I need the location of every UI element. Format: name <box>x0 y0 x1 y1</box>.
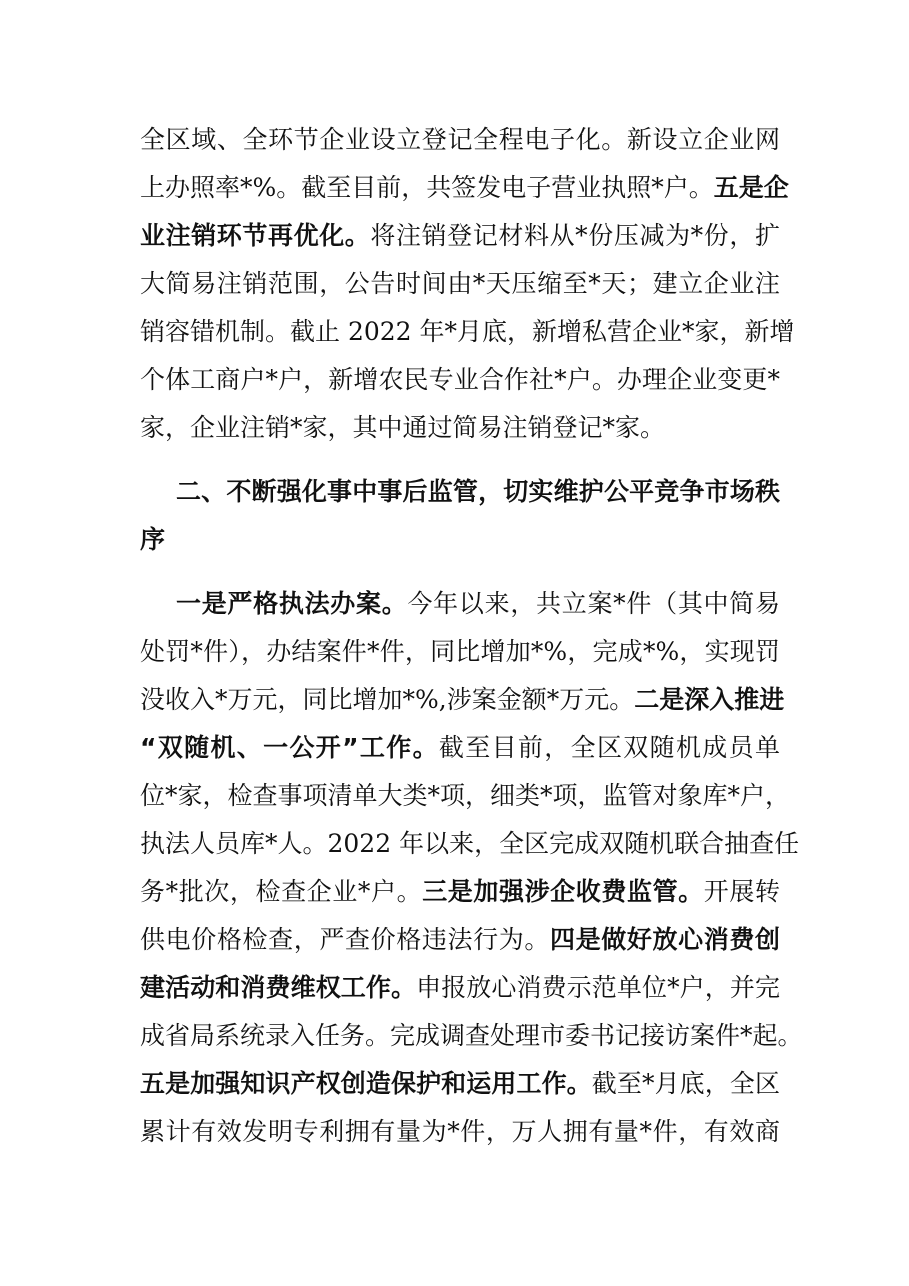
paragraph-2-line-4 <box>140 724 780 772</box>
text: 截至*月底，全区 <box>591 1069 780 1098</box>
paragraph-1-line-7 <box>140 404 780 452</box>
paragraph-1-line-3 <box>140 212 780 260</box>
bold-text: 五是加强知识产权创造保护和运用工作。 <box>140 1069 592 1098</box>
text: 位*家，检查事项清单大类*项，细类*项，监管对象库*户， <box>140 781 791 810</box>
paragraph-2-line-12 <box>140 1108 780 1156</box>
text: 执法人员库*人。2022 年以来，全区完成双随机联合抽查任 <box>140 829 800 858</box>
bold-text: 一是严格执法办案。 <box>176 589 408 618</box>
paragraph-2-line-11 <box>140 1060 780 1108</box>
heading-text: 二、不断强化事中事后监管，切实维护公平竞争市场秩 <box>176 477 780 506</box>
bold-text: 五是企 <box>713 173 789 202</box>
heading-text: 序 <box>140 525 166 554</box>
bold-text: 二是深入推进 <box>634 685 785 714</box>
text: 家，企业注销*家，其中通过简易注销登记*家。 <box>140 413 666 442</box>
bold-text: “双随机、一公开”工作。 <box>140 733 439 762</box>
text: 务*批次，检查企业*户。 <box>140 877 423 906</box>
text: 供电价格检查，严查价格违法行为。 <box>140 925 550 954</box>
paragraph-2-line-9 <box>140 964 780 1012</box>
text: 个体工商户*户，新增农民专业合作社*户。办理企业变更* <box>140 365 780 394</box>
text: 全区域、全环节企业设立登记全程电子化。新设立企业网 <box>140 125 780 154</box>
text: 今年以来，共立案*件（其中简易 <box>407 589 780 618</box>
paragraph-2-line-3 <box>140 676 785 724</box>
paragraph-1-line-2 <box>140 164 789 212</box>
paragraph-1-line-1 <box>140 116 780 164</box>
paragraph-2-line-2 <box>140 628 780 676</box>
bold-text: 建活动和消费维权工作。 <box>140 973 417 1002</box>
bold-text: 四是做好放心消费创 <box>549 925 780 954</box>
text: 成省局系统录入任务。完成调查处理市委书记接访案件*起。 <box>140 1021 803 1050</box>
section-heading-line-2 <box>140 516 780 564</box>
bold-text: 三是加强涉企收费监管。 <box>422 877 704 906</box>
paragraph-1-line-5 <box>140 308 795 356</box>
text: 将注销登记材料从*份压减为*份，扩 <box>370 221 780 250</box>
section-heading-line-1 <box>176 468 780 516</box>
text: 没收入*万元，同比增加*%,涉案金额*万元。 <box>140 685 635 714</box>
text: 开展转 <box>703 877 780 906</box>
text: 大简易注销范围，公告时间由*天压缩至*天；建立企业注 <box>140 269 780 298</box>
text: 截至目前，全区双随机成员单 <box>438 733 780 762</box>
paragraph-2-line-1 <box>176 580 780 628</box>
paragraph-1-line-4 <box>140 260 780 308</box>
text: 上办照率*%。截至目前，共签发电子营业执照*户。 <box>140 173 714 202</box>
paragraph-2-line-10 <box>140 1012 803 1060</box>
paragraph-2-line-8 <box>140 916 780 964</box>
paragraph-1-line-6 <box>140 356 780 404</box>
paragraph-2-line-5 <box>140 772 791 820</box>
text: 累计有效发明专利拥有量为*件，万人拥有量*件，有效商 <box>140 1117 780 1146</box>
text: 处罚*件），办结案件*件，同比增加*%，完成*%，实现罚 <box>140 637 780 666</box>
paragraph-2-line-6 <box>140 820 800 868</box>
paragraph-2-line-7 <box>140 868 780 916</box>
text: 销容错机制。截止 2022 年*月底，新增私营企业*家，新增 <box>140 317 795 346</box>
text: 申报放心消费示范单位*户，并完 <box>416 973 780 1002</box>
bold-text: 业注销环节再优化。 <box>140 221 371 250</box>
